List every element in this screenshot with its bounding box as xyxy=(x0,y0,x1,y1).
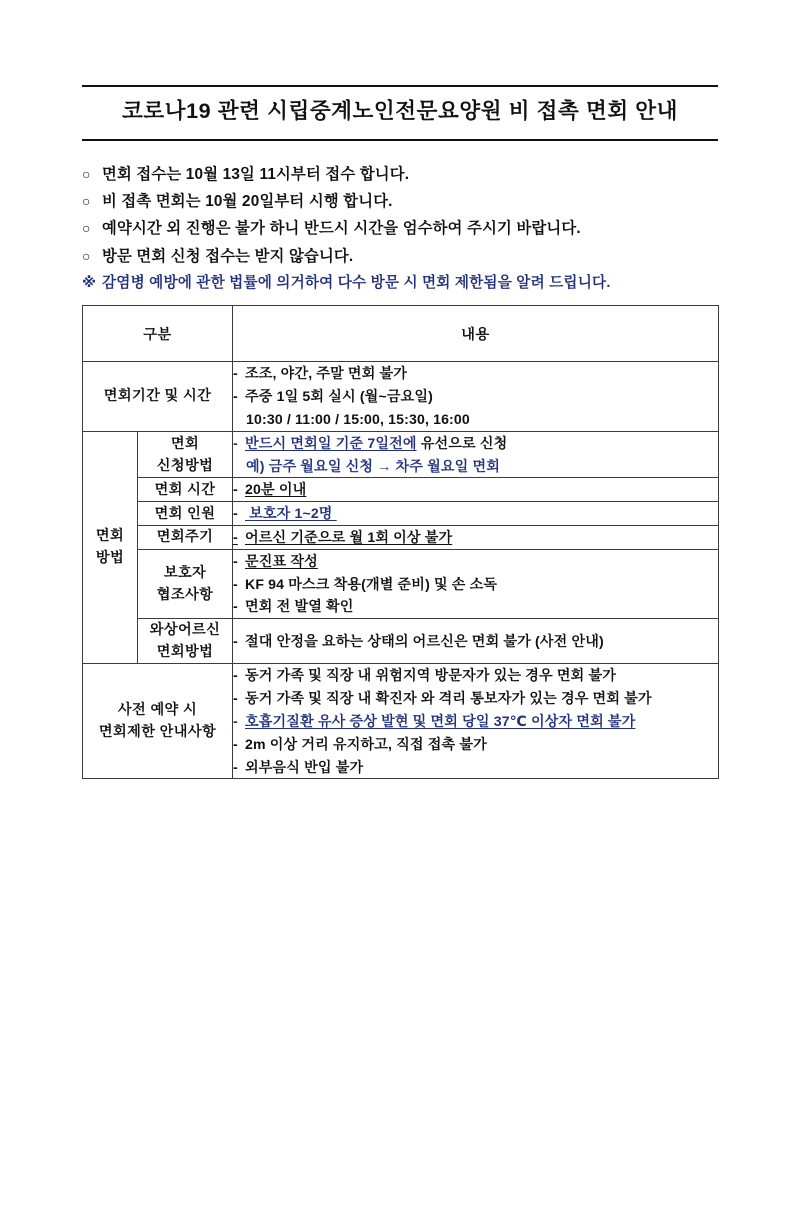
content-text: KF 94 마스크 착용(개별 준비) 및 손 소독 xyxy=(245,575,498,592)
content-text: 동거 가족 및 직장 내 확진자 와 격리 통보자가 있는 경우 면회 불가 xyxy=(245,690,652,707)
content-text: 유선으로 신청 xyxy=(416,434,508,451)
row-content-people xyxy=(233,502,719,526)
label-line-2: 협조사항 xyxy=(156,587,214,604)
dash-bullet-icon: - xyxy=(233,690,238,707)
dash-bullet-icon: - xyxy=(233,529,238,545)
content-line xyxy=(233,502,718,525)
reference-mark-icon: ※ xyxy=(82,274,97,291)
table-row-apply-method xyxy=(83,431,719,478)
dash-bullet-icon: - xyxy=(233,667,238,684)
emphasis-text: 문진표 작성 xyxy=(245,552,318,569)
notice-item xyxy=(82,194,718,209)
circle-bullet-icon: ○ xyxy=(82,193,91,210)
content-text: 면회 전 발열 확인 xyxy=(245,598,354,615)
circle-bullet-icon: ○ xyxy=(82,220,91,237)
document-page xyxy=(0,85,800,1216)
content-line xyxy=(233,756,718,779)
content-text: 외부음식 반입 불가 xyxy=(245,758,364,775)
content-text: 동거 가족 및 직장 내 위험지역 방문자가 있는 경우 면회 불가 xyxy=(245,667,617,684)
emphasis-text: 보호자 1~2명 xyxy=(249,505,333,522)
content-text: 절대 안정을 요하는 상태의 어르신은 면회 불가 (사전 안내) xyxy=(245,632,604,649)
dash-bullet-icon: - xyxy=(233,758,238,775)
content-line xyxy=(233,595,718,618)
content-line: - 조조, 야간, 주말 면회 불가 xyxy=(233,362,718,385)
label-line-2: 신청방법 xyxy=(156,457,214,474)
content-line xyxy=(233,664,718,687)
content-line xyxy=(233,687,718,710)
table-row-bedridden xyxy=(83,619,719,664)
label-line-1: 사전 예약 시 xyxy=(117,702,198,719)
row-content-cooperation xyxy=(233,549,719,618)
label-line-2: 면회제한 안내사항 xyxy=(98,724,217,741)
content-line: 10:30 / 11:00 / 15:00, 15:30, 16:00 xyxy=(246,410,470,427)
table-row-cooperation xyxy=(83,549,719,618)
table-row-people xyxy=(83,502,719,526)
row-content-bedridden xyxy=(233,619,719,664)
row-label-period: 면회기간 및 시간 xyxy=(83,362,233,431)
row-content-period xyxy=(233,362,719,431)
table-row-frequency xyxy=(83,526,719,550)
visitation-info-table xyxy=(82,305,719,779)
row-label-people: 면회 인원 xyxy=(138,502,233,526)
content-line xyxy=(233,710,718,733)
label-line-1: 와상어르신 xyxy=(149,622,221,639)
row-label-duration: 면회 시간 xyxy=(138,478,233,502)
dash-bullet-icon: - xyxy=(233,365,238,382)
emphasis-text: 반드시 면회일 기준 7일전에 xyxy=(245,434,417,451)
notice-text: 면회 접수는 10월 13일 11시부터 접수 합니다. xyxy=(102,165,410,183)
circle-bullet-icon: ○ xyxy=(82,247,91,264)
column-header-category: 구분 xyxy=(83,306,233,362)
table-row-duration xyxy=(83,478,719,502)
dash-bullet-icon: - xyxy=(233,735,238,752)
row-label-cooperation xyxy=(138,549,233,618)
label-line-2: 면회방법 xyxy=(156,644,214,661)
page-title: 코로나19 관련 시립중계노인전문요양원 비 접촉 면회 안내 xyxy=(121,99,679,123)
row-label-bedridden xyxy=(138,619,233,664)
content-line xyxy=(233,573,718,596)
dash-bullet-icon: - xyxy=(233,632,238,649)
content-line xyxy=(233,550,718,573)
content-line xyxy=(233,478,718,501)
row-label-apply-method xyxy=(138,431,233,478)
content-line xyxy=(233,733,718,756)
row-label-visit-method-group xyxy=(83,431,138,664)
dash-bullet-icon: - xyxy=(233,434,238,451)
column-header-content: 내용 xyxy=(233,306,719,362)
dash-bullet-icon: - xyxy=(233,505,238,522)
notice-text: 방문 면회 신청 접수는 받지 않습니다. xyxy=(102,247,354,265)
row-content-duration xyxy=(233,478,719,502)
notice-text: 비 접촉 면회는 10월 20일부터 시행 합니다. xyxy=(102,193,393,211)
content-text: 예) 금주 월요일 신청 → 차주 월요일 면회 xyxy=(246,457,501,474)
content-line xyxy=(233,630,718,653)
emphasis-text: 호흡기질환 유사 증상 발현 및 면회 당일 37℃ 이상자 면회 불가 xyxy=(245,712,636,729)
dash-bullet-icon: - xyxy=(233,552,238,569)
group-label-line-2: 방법 xyxy=(95,549,125,566)
title-block xyxy=(82,85,718,141)
content-line xyxy=(233,455,718,478)
dash-bullet-icon: - xyxy=(233,575,238,592)
label-line-1: 면회 xyxy=(170,435,200,452)
content-line xyxy=(233,526,718,549)
content-line: - 주중 1일 5회 실시 (월~금요일) xyxy=(233,385,718,408)
emphasis-text: 어르신 기준으로 월 1회 이상 불가 xyxy=(245,529,453,545)
row-content-frequency xyxy=(233,526,719,550)
notice-text: 예약시간 외 진행은 불가 하니 반드시 시간을 엄수하여 주시기 바랍니다. xyxy=(102,220,581,238)
notice-text: 감염병 예방에 관한 법률에 의거하여 다수 방문 시 면회 제한됨을 알려 드립니다. xyxy=(102,274,611,291)
table-row-period xyxy=(83,362,719,431)
row-label-frequency: 면회주기 xyxy=(138,526,233,550)
notice-item xyxy=(82,249,718,264)
notice-item-warning xyxy=(82,276,718,291)
table-row-restrictions xyxy=(83,664,719,779)
dash-bullet-icon: - xyxy=(233,712,238,729)
notice-item xyxy=(82,167,718,182)
notice-list xyxy=(82,167,718,291)
row-label-restrictions xyxy=(83,664,233,779)
circle-bullet-icon: ○ xyxy=(82,165,91,182)
emphasis-text: 20분 이내 xyxy=(245,481,307,498)
group-label-line-1: 면회 xyxy=(95,528,125,545)
label-line-1: 보호자 xyxy=(163,565,207,582)
row-content-restrictions xyxy=(233,664,719,779)
row-content-apply-method xyxy=(233,431,719,478)
content-text: 2m 이상 거리 유지하고, 직접 접촉 불가 xyxy=(245,735,487,752)
notice-item xyxy=(82,221,718,236)
dash-bullet-icon: - xyxy=(233,388,238,405)
content-line xyxy=(233,432,718,455)
table-header-row xyxy=(83,306,719,362)
dash-bullet-icon: - xyxy=(233,481,238,498)
dash-bullet-icon: - xyxy=(233,598,238,615)
